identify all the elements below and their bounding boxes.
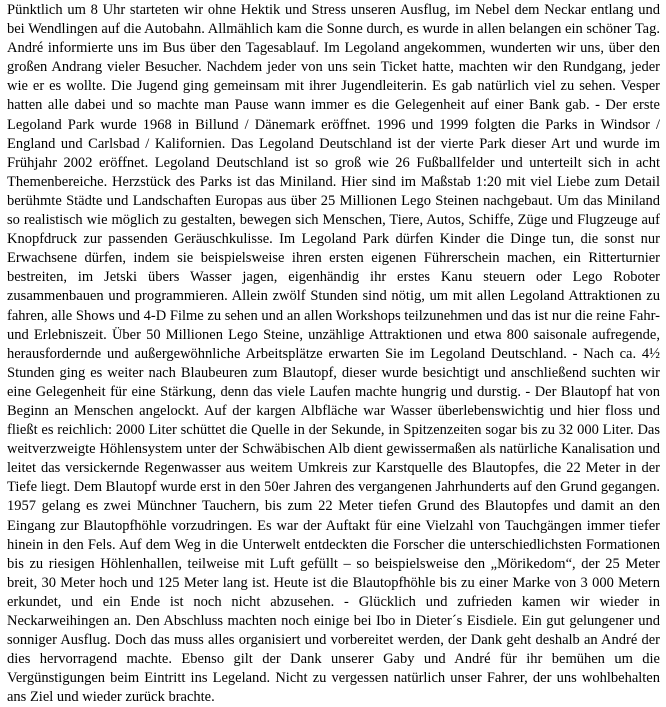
report-paragraph: Pünktlich um 8 Uhr starteten wir ohne Hektik und Stress unseren Ausflug, im Nebel dem Neckar entlang und bei Wendlingen auf die Autobahn. Allmählich kam die Sonne durch, es wurde in allen belangen ein schöner Tag. André informierte uns im Bus über den Tagesablauf. Im Legoland angekommen, wunderten wir uns, über den großen Andrang vieler Besucher. Nachdem jeder von uns sein Ticket hatte, machten wir den Rundgang, jeder wie er es wollte. Die Jugend ging gemeinsam mit ihrer Jugendleiterin. Es gab natürlich viel zu sehen. Vesper hatten alle dabei und so machte man Pause wann immer es die Gelegenheit auf einer Bank gab. - Der erste Legoland Park wurde 1968 in Billund / Dänemark eröffnet. 1996 und 1999 folgten die Parks in Windsor / England und Carlsbad / Kalifornien. Das Legoland Deutschland ist der vierte Park dieser Art und wurde im Frühjahr 2002 eröffnet. Legoland Deutschland ist so groß wie 26 Fußballfelder und unterteilt sich in acht Themenbereiche. Herzstück des Parks ist das Miniland. Hier sind im Maßstab 1:20 mit viel Liebe zum Detail berühmte Städte und Landschaften Europas aus über 25 Millionen Lego Steinen nachgebaut. Um das Miniland so realistisch wie möglich zu gestalten, bewegen sich Menschen, Tiere, Autos, Schiffe, Züge und Flugzeuge auf Knopfdruck zur passenden Geräuschkulisse. Im Legoland Park dürfen Kinder die Dinge tun, die sonst nur Erwachsene dürfen, indem sie beispielsweise ihren ersten eigenen Führerschein machen, ein Ritterturnier bestreiten, im Jetski übers Wasser jagen, eigenhändig ihr erstes Kanu steuern oder Lego Roboter zusammenbauen und programmieren. Allein zwölf Stunden sind nötig, um mit allen Legoland Attraktionen zu fahren, alle Shows und 4-D Filme zu sehen und an allen Workshops teilzunehmen und das ist nur die reine Fahr- und Erlebniszeit. Über 50 Millionen Lego Steine, unzählige Attraktionen und etwa 800 saisonale aufregende, herausfordernde und außergewöhnliche Arbeitsplätze erwarten Sie im Legoland Deutschland. - Nach ca. 4½ Stunden ging es weiter nach Blaubeuren zum Blautopf, dieser wurde besichtigt und anschließend suchten wir eine Gelegenheit für eine Stärkung, denn das viele Laufen machte hungrig und durstig. - Der Blautopf hat von Beginn an Menschen angelockt. Auf der kargen Albfläche war Wasser überlebenswichtig und hier floss und fließt es reichlich: 2000 Liter schüttet die Quelle in der Sekunde, in Spitzenzeiten sogar bis zu 32 000 Liter. Das weitverzweigte Höhlensystem unter der Schwäbischen Alb dient gewissermaßen als natürliche Kanalisation und leitet das versickernde Regenwasser aus weitem Umkreis zur Karstquelle des Blautopfes, die 22 Meter in der Tiefe liegt. Dem Blautopf wurde erst in den 50er Jahren des vergangenen Jahrhunderts auf den Grund gegangen. 1957 gelang es zwei Münchner Tauchern, bis zum 22 Meter tiefen Grund des Blautopfes und damit an den Eingang zur Blautopfhöhle vorzudringen. Es war der Auftakt für eine Vielzahl von Tauchgängen immer tiefer hinein in den Fels. Auf dem Weg in die Unterwelt entdeckten die Forscher die unterschiedlichsten Formationen bis zu riesigen Höhlenhallen, teilweise mit Luft gefüllt – so beispielsweise den „Mörikedom“, der 25 Meter breit, 30 Meter hoch und 125 Meter lang ist. Heute ist die Blautopfhöhle bis zu einer Marke von 3 000 Metern erkundet, und ein Ende ist noch nicht abzusehen. - Glücklich und zufrieden kamen wir wieder in Neckarweihingen an. Den Abschluss machten noch einige bei Ibo in Dieter´s Eisdiele. Ein gut gelungener und sonniger Ausflug. Doch das muss alles organisiert und vorbereitet werden, der Dank geht deshalb an André der dies hervorragend machte. Ebenso gilt der Dank unserer Gaby und André für ihr bemühen um die Vergünstigungen beim Eintritt ins Legeland. Nicht zu vergessen natürlich unser Fahrer, der uns wohlbehalten ans Ziel und wieder zurück brachte.	[7, 2, 660, 706]
